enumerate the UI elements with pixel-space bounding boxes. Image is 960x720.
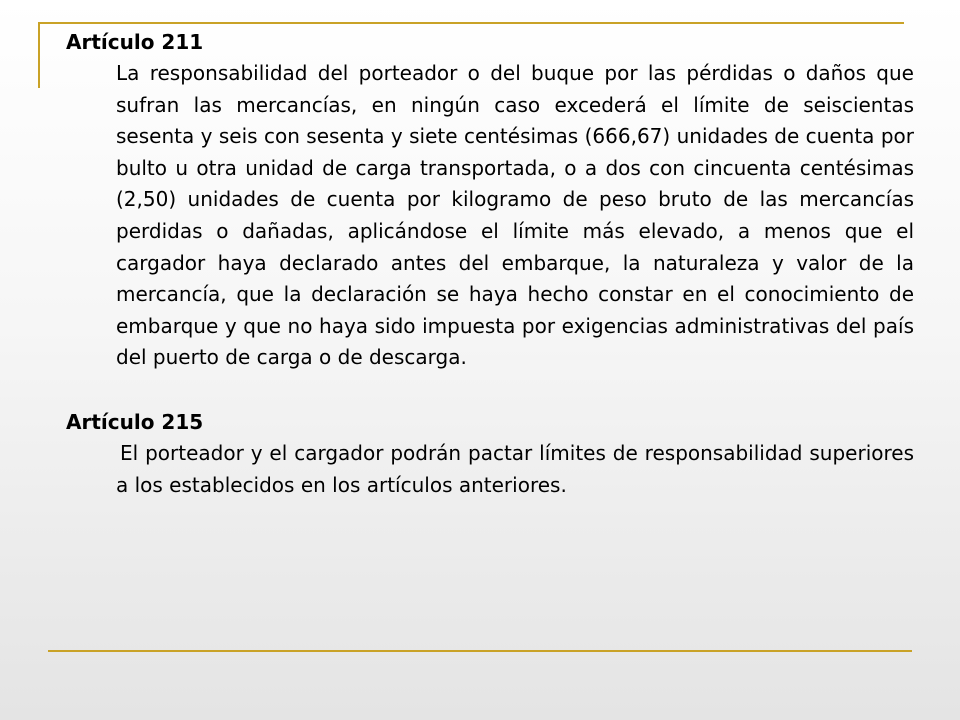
article-211 [66,26,914,374]
article-211-heading: Artículo 211 [66,30,204,54]
bottom-divider-line [48,650,912,652]
article-215-text: El porteador y el cargador podrán pactar límites de responsabilidad superiores a los establecidos en los artículos anteriores. [116,440,914,497]
article-211-text: La responsabilidad del porteador o del buque por las pérdidas o daños que sufran las mercancías, en ningún caso excederá el límite de seiscientas sesenta y seis con sesenta y siete centésimas (666,67) unidades de cuenta por bulto u otra unidad de carga transportada, o a dos con cincuenta centésimas (2,50) unidades de cuenta por kilogramo de peso bruto de las mercancías perdidas o dañadas, aplicándose el límite más elevado, a menos que el cargador haya declarado antes del embarque, la naturaleza y valor de la mercancía, que la declaración se haya hecho constar en el conocimiento de embarque y que no haya sido impuesta por exigencias administrativas del país del puerto de carga o de descarga. [116,61,914,370]
top-divider-line [40,22,904,24]
left-divider-line [38,22,40,88]
slide-content [66,26,914,501]
article-215 [66,406,914,501]
article-215-heading: Artículo 215 [66,409,204,434]
section-spacer [66,374,914,406]
